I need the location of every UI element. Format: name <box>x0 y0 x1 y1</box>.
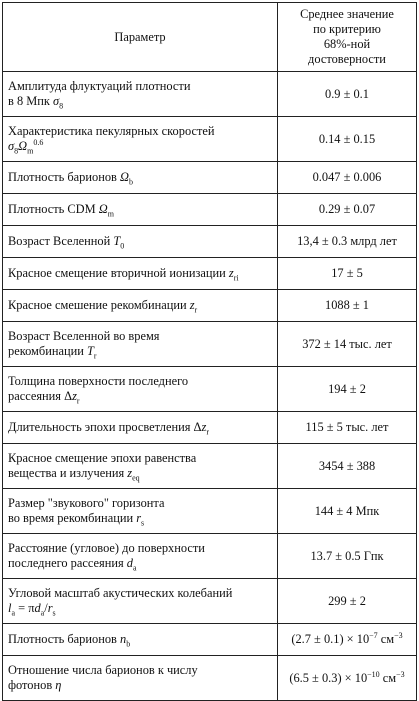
table-row <box>3 489 417 534</box>
table-row <box>3 579 417 624</box>
parameter-cell: Размер "звукового" горизонта во время рекомбинации $r_s$ <box>3 489 278 534</box>
parameter-cell: Расстояние (угловое) до поверхности последнего рассеяния $d_a$ <box>3 534 278 579</box>
parameter-cell: Плотность барионов $n_b$ <box>3 624 278 656</box>
table-row <box>3 444 417 489</box>
value-cell: 0.9 ± 0.1 <box>278 72 417 117</box>
table-row <box>3 162 417 194</box>
parameter-cell: Характеристика пекулярных скоростей $\sigma_8\Omega_m^{0.6}$ <box>3 117 278 162</box>
value-cell: 13.7 ± 0.5 Гпк <box>278 534 417 579</box>
value-cell: 3454 ± 388 <box>278 444 417 489</box>
parameters-table <box>2 2 417 701</box>
parameter-cell: Красное смещение вторичной ионизации $z_{ri}$ <box>3 258 278 290</box>
value-cell: 13,4 ± 0.3 млрд лет <box>278 226 417 258</box>
parameter-cell: Отношение числа барионов к числу фотонов η <box>3 656 278 701</box>
table-row <box>3 624 417 656</box>
header-value-line: 68%-ной <box>323 37 371 51</box>
table-row <box>3 290 417 322</box>
table-row <box>3 534 417 579</box>
value-cell: $(2.7 \pm 0.1) \times 10^{-7}$ $см^{-3}$ <box>278 624 417 656</box>
value-cell: 0.047 ± 0.006 <box>278 162 417 194</box>
value-cell: 0.14 ± 0.15 <box>278 117 417 162</box>
table-row <box>3 656 417 701</box>
value-cell: 144 ± 4 Мпк <box>278 489 417 534</box>
value-cell: $(6.5 \pm 0.3) \times 10^{-10}$ $см^{-3}$ <box>278 656 417 701</box>
table-row <box>3 412 417 444</box>
parameter-cell: Амплитуда флуктуаций плотности в 8 Мпк $\sigma_8$ <box>3 72 278 117</box>
value-cell: 1088 ± 1 <box>278 290 417 322</box>
header-value-line: Среднее значение <box>300 7 394 21</box>
header-value-line: достоверности <box>308 52 386 66</box>
parameter-cell: Плотность CDM $\Omega_m$ <box>3 194 278 226</box>
value-cell: 372 ± 14 тыс. лет <box>278 322 417 367</box>
table-row <box>3 258 417 290</box>
table-row <box>3 322 417 367</box>
header-parameter: Параметр <box>3 3 278 72</box>
table-header-row <box>3 3 417 72</box>
parameter-cell: Длительность эпохи просветления $\Delta z_r$ <box>3 412 278 444</box>
table-row <box>3 367 417 412</box>
value-cell: 194 ± 2 <box>278 367 417 412</box>
table-row <box>3 226 417 258</box>
value-cell: 17 ± 5 <box>278 258 417 290</box>
parameter-cell: Возраст Вселенной во время рекомбинации $T_r$ <box>3 322 278 367</box>
table-row <box>3 117 417 162</box>
parameter-cell: Угловой масштаб акустических колебаний $l_a = \pi d_a/r_s$ <box>3 579 278 624</box>
parameter-cell: Красное смешение рекомбинации $z_r$ <box>3 290 278 322</box>
parameter-cell: Возраст Вселенной $T_0$ <box>3 226 278 258</box>
value-cell: 0.29 ± 0.07 <box>278 194 417 226</box>
value-cell: 299 ± 2 <box>278 579 417 624</box>
parameter-cell: Плотность барионов $\Omega_b$ <box>3 162 278 194</box>
parameter-cell: Толщина поверхности последнего рассеяния $\Delta z_r$ <box>3 367 278 412</box>
table-body <box>3 72 417 701</box>
table-row <box>3 72 417 117</box>
table-row <box>3 194 417 226</box>
header-mean-value <box>278 3 417 72</box>
value-cell: 115 ± 5 тыс. лет <box>278 412 417 444</box>
header-value-line: по критерию <box>313 22 381 36</box>
parameter-cell: Красное смещение эпохи равенства вещества и излучения $z_{eq}$ <box>3 444 278 489</box>
